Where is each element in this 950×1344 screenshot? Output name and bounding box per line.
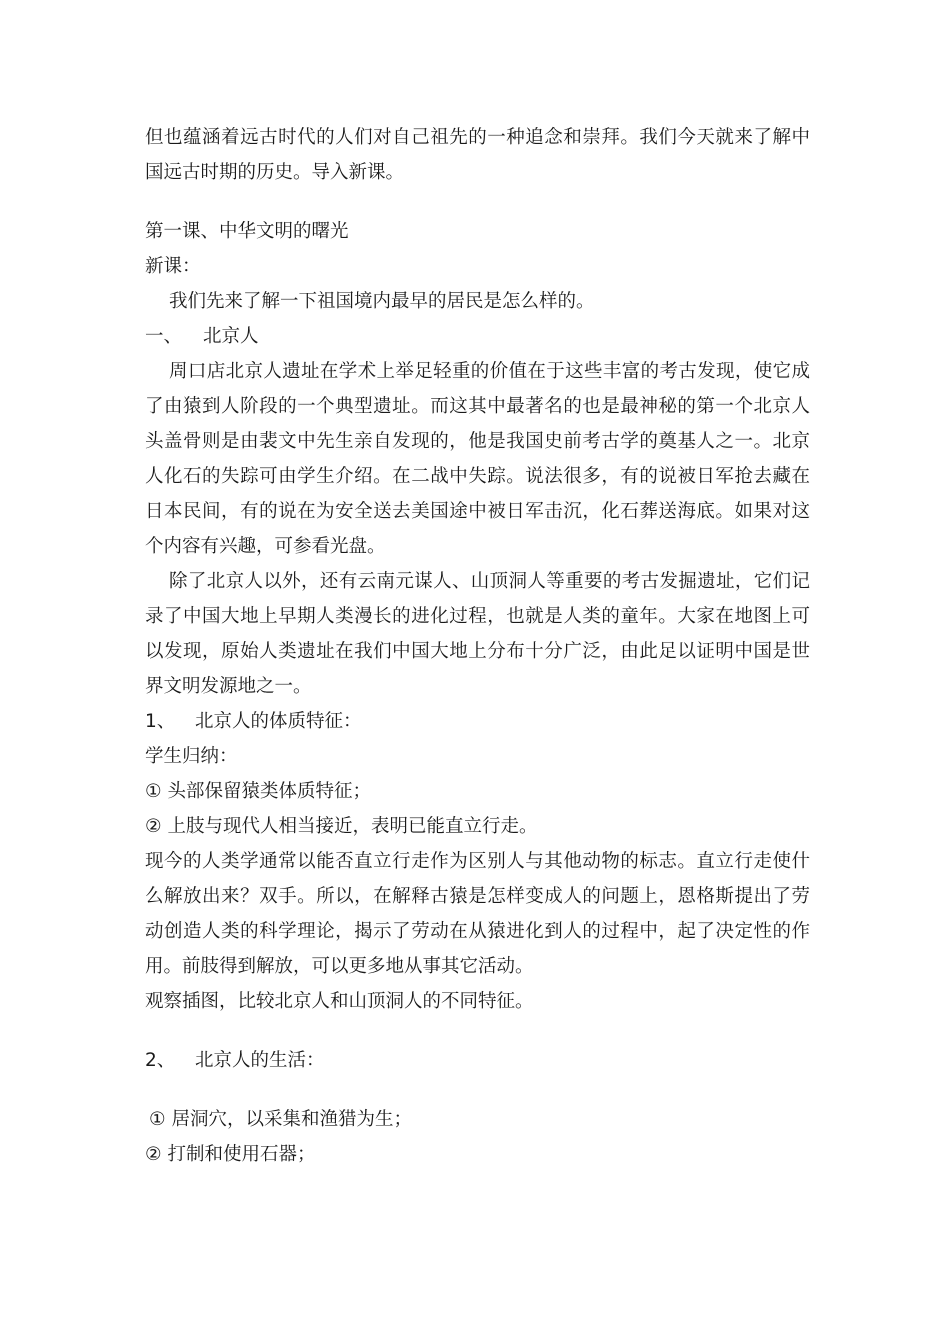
- lesson-title: 第一课、中华文明的曙光: [145, 221, 349, 242]
- document-page: [145, 120, 810, 1172]
- spacer: [145, 1019, 810, 1043]
- section-one-number: 一、: [145, 326, 183, 347]
- trait-item-2: ② 上肢与现代人相当接近，表明已能直立行走。: [145, 816, 538, 837]
- subsection-two-heading: [145, 1043, 810, 1078]
- paragraph-other-sites: 除了北京人以外，还有云南元谋人、山顶洞人等重要的考古发掘遗址，它们记录了中国大地上早期人类漫长的进化过程，也就是人类的童年。大家在地图上可以发现，原始人类遗址在我们中国大地上分布十分广泛，由此足以证明中国是世界文明发源地之一。: [145, 571, 810, 697]
- section-one-heading: [145, 319, 810, 354]
- subsection-one-number: 1、: [145, 711, 176, 732]
- trait-item-1: ① 头部保留猿类体质特征；: [145, 781, 371, 802]
- life-item-1: ① 居洞穴，以采集和渔猎为生；: [149, 1109, 412, 1130]
- paragraph-upright: 现今的人类学通常以能否直立行走作为区别人与其他动物的标志。直立行走使什么解放出来？双手。所以，在解释古猿是怎样变成人的问题上，恩格斯提出了劳动创造人类的科学理论，揭示了劳动在从猿进化到人的过程中，起了决定性的作用。前肢得到解放，可以更多地从事其它活动。: [145, 851, 810, 977]
- student-summary-label: 学生归纳：: [145, 746, 238, 767]
- subsection-one-heading: [145, 704, 810, 739]
- subsection-one-title: 北京人的体质特征：: [195, 711, 362, 732]
- intro-paragraph: 但也蕴涵着远古时代的人们对自己祖先的一种追念和崇拜。我们今天就来了解中国远古时期的历史。导入新课。: [145, 127, 810, 183]
- section-one-title: 北京人: [203, 326, 259, 347]
- observe-instruction: 观察插图，比较北京人和山顶洞人的不同特征。: [145, 991, 534, 1012]
- subsection-two-title: 北京人的生活：: [195, 1050, 325, 1071]
- paragraph-zhoukoudian: 周口店北京人遗址在学术上举足轻重的价值在于这些丰富的考古发现，使它成了由猿到人阶段的一个典型遗址。而这其中最著名的也是最神秘的第一个北京人头盖骨则是由裴文中先生亲自发现的，他是我国史前考古学的奠基人之一。北京人化石的失踪可由学生介绍。在二战中失踪。说法很多，有的说被日军抢去藏在日本民间，有的说在为安全送去美国途中被日军击沉，化石葬送海底。如果对这个内容有兴趣，可参看光盘。: [145, 361, 810, 557]
- life-item-2: ② 打制和使用石器；: [145, 1144, 316, 1165]
- spacer: [145, 1078, 810, 1102]
- spacer: [145, 190, 810, 214]
- new-lesson-label: 新课：: [145, 256, 201, 277]
- subsection-two-number: 2、: [145, 1050, 176, 1071]
- new-lesson-intro: 我们先来了解一下祖国境内最早的居民是怎么样的。: [169, 291, 595, 312]
